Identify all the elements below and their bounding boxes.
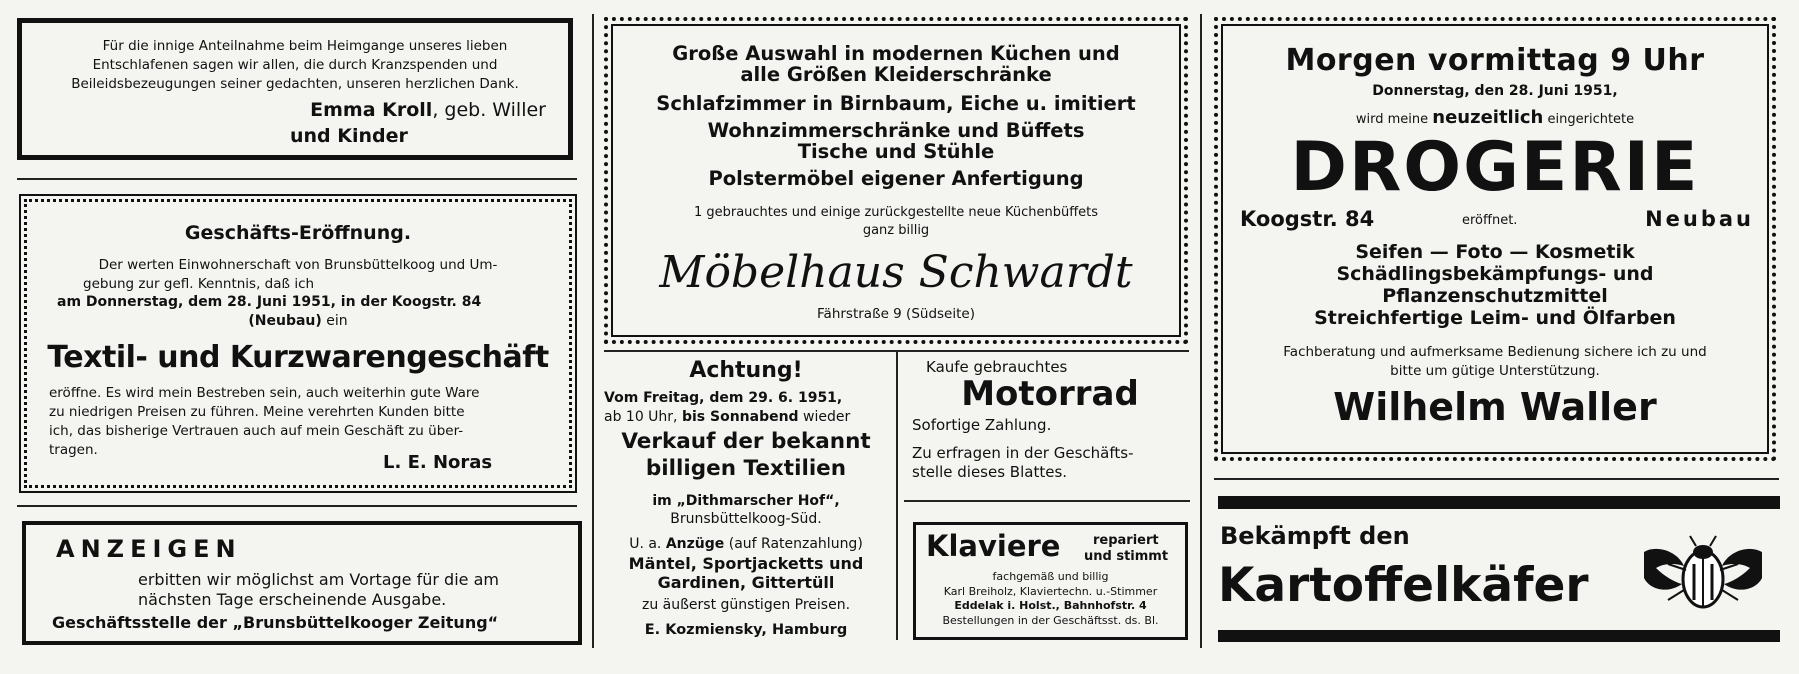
drogerie-line: Schädlingsbekämpfungs- und [1336, 263, 1654, 285]
kaefer-bottom-bar [1218, 630, 1780, 642]
kroll-text-line: Beileidsbezeugungen seiner gedachten, unseren herzlichen Dank. [71, 76, 519, 92]
noras-ein: ein [321, 313, 348, 329]
anzeigen-notice [22, 521, 582, 645]
drogerie-intro [1218, 107, 1772, 128]
column-rule [1200, 14, 1202, 648]
achtung-ua-a: U. a. [629, 536, 666, 552]
kaefer-top-bar [1218, 496, 1780, 509]
noras-headline: Textil- und Kurzwarengeschäft [47, 340, 549, 375]
noras-body-line: zu niedrigen Preisen zu führen. Meine verehrten Kunden bitte [49, 404, 465, 420]
potato-beetle-icon [1638, 534, 1768, 616]
drogerie-lines [1218, 241, 1772, 329]
noras-body-line: tragen. [49, 442, 98, 458]
drogerie-line: Seifen — Foto — Kosmetik [1355, 241, 1635, 263]
klaviere-side-line: repariert [1093, 533, 1159, 548]
schwardt-logo: Möbelhaus Schwardt [659, 247, 1133, 298]
drogerie-neubau: Neubau [1645, 207, 1754, 231]
motorrad-body-line: Zu erfragen in der Geschäfts- [912, 444, 1134, 462]
klaviere-side-line: und stimmt [1084, 549, 1169, 564]
achtung-location [600, 492, 892, 528]
noras-intro-line: Der werten Einwohnerschaft von Brunsbüttelkoog und Um- [98, 257, 498, 273]
drogerie-service-line: bitte um gütige Unterstützung. [1390, 363, 1600, 379]
column-rule [592, 14, 594, 648]
schwardt-line: Polstermöbel eigener Anfertigung [708, 167, 1084, 190]
achtung-ad [600, 354, 892, 644]
achtung-items-line: Mäntel, Sportjacketts und [628, 554, 864, 573]
noras-title: Geschäfts-Eröffnung. [184, 222, 412, 244]
divider [1214, 478, 1779, 480]
drogerie-intro-b: neuzeitlich [1432, 107, 1544, 128]
drogerie-ad [1214, 17, 1776, 461]
anzeigen-title: ANZEIGEN [56, 535, 242, 563]
schwardt-ad [604, 17, 1188, 344]
noras-date-line: am Donnerstag, dem 28. Juni 1951, in der Koogstr. 84 [57, 294, 482, 310]
drogerie-date: Donnerstag, den 28. Juni 1951, [1372, 83, 1618, 99]
achtung-loc-line: Brunsbüttelkoog-Süd. [670, 511, 822, 527]
klaviere-body [916, 570, 1185, 628]
kroll-text [22, 37, 568, 94]
achtung-signature: E. Kozmiensky, Hamburg [644, 622, 848, 638]
divider [904, 500, 1190, 502]
kroll-text-line: Entschlafenen sagen wir allen, die durch Kranzspenden und [92, 57, 498, 73]
anzeigen-body [138, 570, 499, 610]
drogerie-intro-a: wird meine [1355, 112, 1433, 127]
drogerie-headline: Morgen vormittag 9 Uhr [1285, 43, 1705, 78]
anzeigen-line: erbitten wir möglichst am Vortage für die am [138, 570, 499, 589]
motorrad-ad [904, 354, 1196, 494]
anzeigen-line: nächsten Tage erscheinende Ausgabe. [138, 590, 447, 609]
achtung-price: zu äußerst günstigen Preisen. [641, 597, 851, 613]
achtung-title: Achtung! [689, 358, 803, 383]
klaviere-line: fachgemäß und billig [992, 570, 1109, 583]
motorrad-line2: Sofortige Zahlung. [912, 416, 1052, 434]
noras-neubau: (Neubau) [248, 313, 322, 329]
divider [17, 178, 577, 180]
achtung-line2a: ab 10 Uhr, [604, 409, 682, 425]
anzeigen-line3: Geschäftsstelle der „Brunsbüttelkooger Zeitung“ [52, 613, 499, 632]
klaviere-line: Karl Breiholz, Klaviertechn. u.-Stimmer [943, 584, 1158, 598]
schwardt-line: Wohnzimmerschränke und Büffets [707, 119, 1085, 142]
schwardt-small [608, 204, 1184, 240]
achtung-line2c: wieder [798, 409, 851, 425]
kroll-notice [17, 18, 573, 160]
motorrad-body [912, 444, 1133, 482]
achtung-items-line: Gardinen, Gittertüll [657, 573, 835, 592]
achtung-line2b: bis Sonnabend [681, 409, 799, 425]
achtung-items [600, 554, 892, 592]
achtung-ua-b: Anzüge [665, 536, 725, 552]
motorrad-big: Motorrad [961, 374, 1139, 414]
schwardt-line: Große Auswahl in modernen Küchen und [672, 42, 1120, 65]
noras-neubau-line [27, 313, 569, 329]
achtung-line1: Vom Freitag, dem 29. 6. 1951, [604, 390, 843, 406]
kaefer-big: Kartoffelkäfer [1218, 558, 1589, 613]
motorrad-line1: Kaufe gebrauchtes [926, 358, 1068, 376]
klaviere-line: Eddelak i. Holst., Bahnhofstr. 4 [954, 599, 1147, 612]
kaefer-line1: Bekämpft den [1220, 522, 1410, 550]
drogerie-signature: Wilhelm Waller [1333, 385, 1657, 429]
klaviere-line: Bestellungen in der Geschäftsst. ds. Bl. [942, 613, 1159, 627]
achtung-ua [600, 536, 892, 552]
achtung-ua-c: (auf Ratenzahlung) [724, 536, 863, 552]
kroll-signature [310, 99, 546, 121]
column-rule-inner [896, 352, 898, 640]
drogerie-opened: eröffnet. [1462, 213, 1518, 228]
achtung-big-line: Verkauf der bekannt [621, 429, 871, 454]
schwardt-line: Schlafzimmer in Birnbaum, Eiche u. imitiert [656, 92, 1136, 115]
schwardt-address: Fährstraße 9 (Südseite) [817, 306, 975, 322]
noras-intro-line: gebung zur gefl. Kenntnis, daß ich [83, 276, 315, 292]
schwardt-line: alle Größen Kleiderschränke [740, 63, 1052, 86]
kaefer-ad [1218, 496, 1780, 644]
kroll-sig-line2: und Kinder [290, 125, 408, 147]
drogerie-street: Koogstr. 84 [1240, 207, 1375, 231]
achtung-big [600, 428, 892, 482]
achtung-line2 [604, 409, 892, 425]
divider [17, 505, 577, 507]
achtung-big-line: billigen Textilien [645, 456, 847, 481]
noras-body [49, 384, 569, 460]
klaviere-side [1084, 533, 1168, 565]
schwardt-small-line: 1 gebrauchtes und einige zurückgestellte neue Küchenbüffets [693, 205, 1099, 220]
drogerie-intro-c: eingerichtete [1543, 112, 1635, 127]
kroll-sig-name: Emma Kroll [310, 99, 433, 121]
achtung-loc-line: im „Dithmarscher Hof“, [652, 493, 840, 509]
drogerie-big: DROGERIE [1290, 128, 1700, 207]
schwardt-line: Tische und Stühle [797, 140, 995, 163]
kroll-text-line: Für die innige Anteilnahme beim Heimgange unseres lieben [102, 38, 508, 54]
drogerie-line: Pflanzenschutzmittel [1382, 285, 1608, 307]
noras-body-line: ich, das bisherige Vertrauen auch auf mein Geschäft zu über- [49, 423, 464, 439]
schwardt-small-line: ganz billig [862, 223, 930, 238]
motorrad-body-line: stelle dieses Blattes. [912, 463, 1068, 481]
drogerie-service-line: Fachberatung und aufmerksame Bedienung sichere ich zu und [1283, 344, 1707, 360]
schwardt-lines [608, 43, 1184, 189]
klaviere-big: Klaviere [926, 529, 1061, 563]
noras-signature: L. E. Noras [383, 452, 493, 473]
drogerie-line: Streichfertige Leim- und Ölfarben [1314, 307, 1676, 329]
kroll-sig-suffix: , geb. Willer [432, 99, 546, 121]
noras-body-line: eröffne. Es wird mein Bestreben sein, auch weiterhin gute Ware [49, 385, 480, 401]
drogerie-service [1218, 343, 1772, 381]
klaviere-ad [913, 522, 1188, 640]
noras-ad [24, 199, 572, 488]
noras-intro [27, 256, 569, 294]
